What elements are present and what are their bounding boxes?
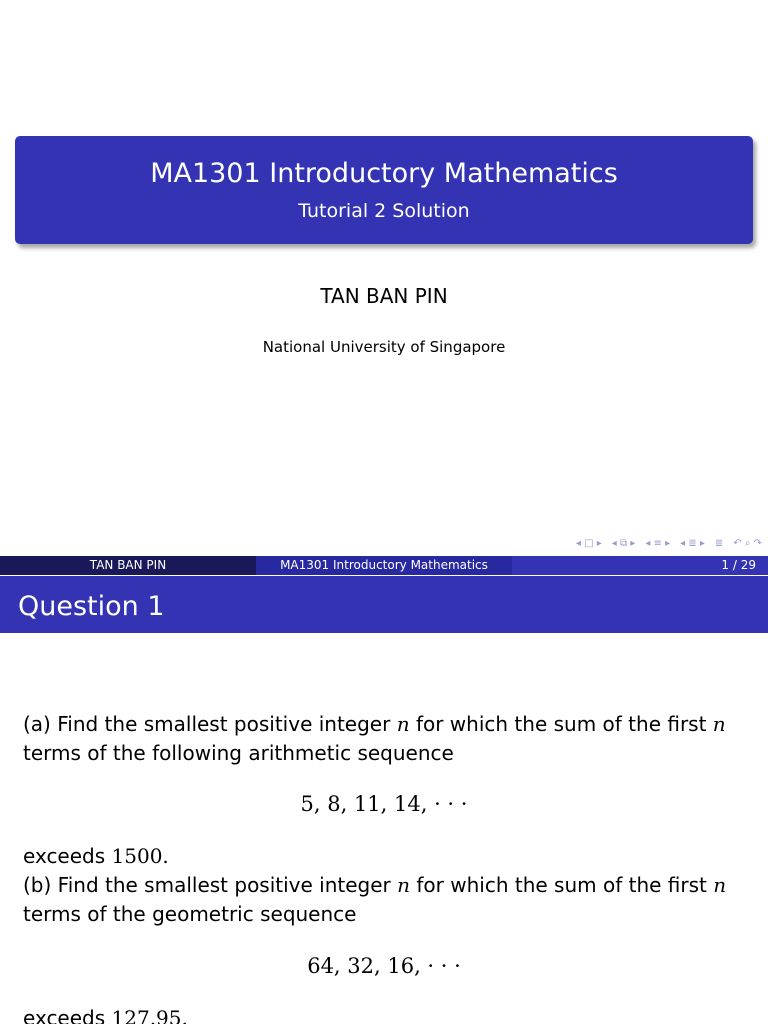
exceeds-b-text bbox=[23, 1004, 753, 1024]
presentation-title: MA1301 Introductory Mathematics bbox=[150, 158, 618, 189]
part-b-line2: terms of the geometric sequence bbox=[23, 902, 357, 926]
part-b-line1-post: for which the sum of the first bbox=[410, 873, 714, 897]
part-a-text bbox=[23, 710, 753, 768]
exceeds-b-value: 127.95. bbox=[111, 1006, 188, 1024]
part-a-line2: terms of the following arithmetic sequence bbox=[23, 741, 454, 765]
nav-slide-icon[interactable]: ◂ □ ▸ bbox=[575, 538, 602, 549]
institute-name: National University of Singapore bbox=[262, 338, 506, 356]
footer-course: MA1301 Introductory Mathematics bbox=[256, 556, 512, 575]
footer-page-number: 1 / 29 bbox=[512, 556, 768, 575]
footer-author: TAN BAN PIN bbox=[0, 556, 256, 575]
part-a-line1-post: for which the sum of the first bbox=[409, 712, 713, 736]
variable-n: n bbox=[396, 712, 410, 736]
variable-n: n bbox=[713, 873, 727, 897]
navigation-symbols bbox=[576, 538, 762, 549]
author-name: TAN BAN PIN bbox=[320, 284, 448, 308]
geometric-sequence: 64, 32, 16, · · · bbox=[307, 954, 461, 978]
nav-doc-icon[interactable]: ≣ bbox=[714, 538, 724, 549]
arithmetic-sequence: 5, 8, 11, 14, · · · bbox=[300, 792, 468, 816]
footer-bar bbox=[0, 556, 768, 575]
question-slide bbox=[0, 576, 768, 1024]
title-box bbox=[15, 136, 753, 244]
exceeds-a-label: exceeds bbox=[23, 844, 112, 868]
part-a-line1-pre: (a) Find the smallest positive integer bbox=[23, 712, 397, 736]
exceeds-b-label: exceeds bbox=[23, 1006, 112, 1024]
frame-title: Question 1 bbox=[0, 576, 768, 633]
nav-subsection-icon[interactable]: ◂ ≡ ▸ bbox=[645, 538, 671, 549]
variable-n: n bbox=[397, 873, 411, 897]
part-b-text bbox=[23, 842, 753, 929]
nav-frame-icon[interactable]: ◂ ⧉ ▸ bbox=[611, 538, 636, 549]
nav-search-icon[interactable]: ↶ ⌕ ↷ bbox=[733, 538, 762, 549]
part-b-line1-pre: (b) Find the smallest positive integer bbox=[23, 873, 398, 897]
nav-section-icon[interactable]: ◂ ≣ ▸ bbox=[680, 538, 705, 549]
exceeds-a-value: 1500. bbox=[111, 844, 169, 868]
variable-n: n bbox=[712, 712, 726, 736]
presentation-subtitle: Tutorial 2 Solution bbox=[298, 200, 470, 222]
